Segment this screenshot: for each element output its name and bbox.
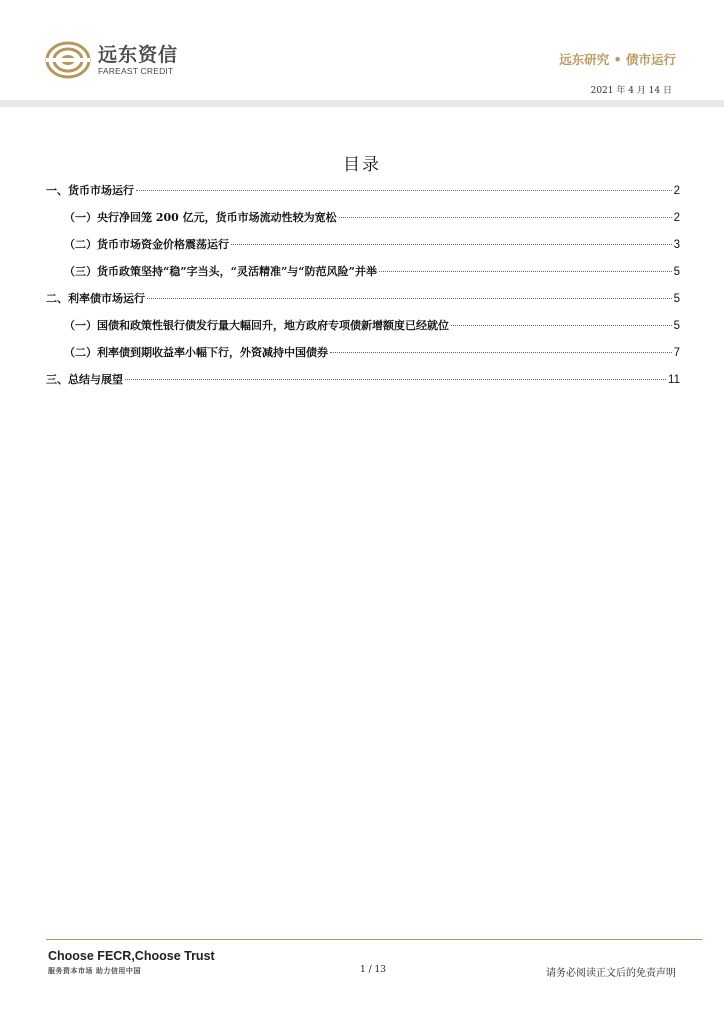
table-of-contents — [46, 182, 680, 398]
toc-entry-page: 5 — [673, 266, 680, 278]
toc-entry-label: （二）利率债到期收益率小幅下行，外资减持中国债券 — [64, 346, 328, 359]
toc-entry[interactable] — [46, 371, 680, 398]
toc-leader-dots — [339, 217, 672, 218]
toc-entry[interactable] — [46, 344, 680, 371]
toc-entry-page: 3 — [673, 239, 680, 251]
toc-entry[interactable] — [46, 263, 680, 290]
footer-disclaimer: 请务必阅读正文后的免责声明 — [546, 968, 676, 979]
toc-entry-label: （一）国债和政策性银行债发行量大幅回升，地方政府专项债新增额度已经就位 — [64, 319, 449, 332]
logo-chinese-name: 远东资信 — [98, 43, 179, 66]
toc-entry-page: 5 — [673, 293, 680, 305]
toc-entry-page: 11 — [668, 374, 680, 386]
company-logo — [44, 40, 178, 80]
toc-entry-label: （三）货币政策坚持“稳”字当头，“灵活精准”与“防范风险”并举 — [64, 265, 377, 278]
toc-entry-label: 二、利率债市场运行 — [46, 292, 145, 305]
fareast-logo-icon — [44, 40, 92, 80]
toc-title: 目录 — [343, 155, 381, 175]
toc-entry-page: 7 — [673, 347, 680, 359]
toc-entry[interactable] — [46, 236, 680, 263]
toc-entry[interactable] — [46, 317, 680, 344]
toc-entry-label: （二）货币市场资金价格震荡运行 — [64, 238, 229, 251]
footer-slogan: Choose FECR,Choose Trust — [48, 949, 215, 963]
toc-leader-dots — [379, 271, 672, 272]
toc-entry-page: 5 — [673, 320, 680, 332]
toc-entry-page: 2 — [673, 185, 680, 197]
toc-leader-dots — [330, 352, 672, 353]
toc-entry[interactable] — [46, 209, 680, 236]
toc-leader-dots — [125, 379, 666, 380]
page-number: 1 / 13 — [360, 965, 386, 975]
toc-entry[interactable] — [46, 290, 680, 317]
toc-entry-label: 一、货币市场运行 — [46, 184, 134, 197]
toc-leader-dots — [451, 325, 672, 326]
toc-leader-dots — [147, 298, 672, 299]
toc-entry-label: 三、总结与展望 — [46, 373, 123, 386]
toc-leader-dots — [136, 190, 672, 191]
toc-entry-page: 2 — [673, 212, 680, 224]
report-date: 2021 年 4 月 14 日 — [590, 86, 672, 96]
logo-english-name: FAREAST CREDIT — [98, 65, 174, 76]
footer-divider — [46, 939, 702, 940]
toc-entry-label: （一）央行净回笼 200 亿元，货币市场流动性较为宽松 — [64, 211, 337, 224]
header-divider — [0, 100, 724, 107]
footer-tagline: 服务资本市场 助力信用中国 — [48, 967, 141, 975]
toc-entry[interactable] — [46, 182, 680, 209]
toc-leader-dots — [231, 244, 672, 245]
report-section-title: 远东研究 • 债市运行 — [559, 52, 676, 67]
